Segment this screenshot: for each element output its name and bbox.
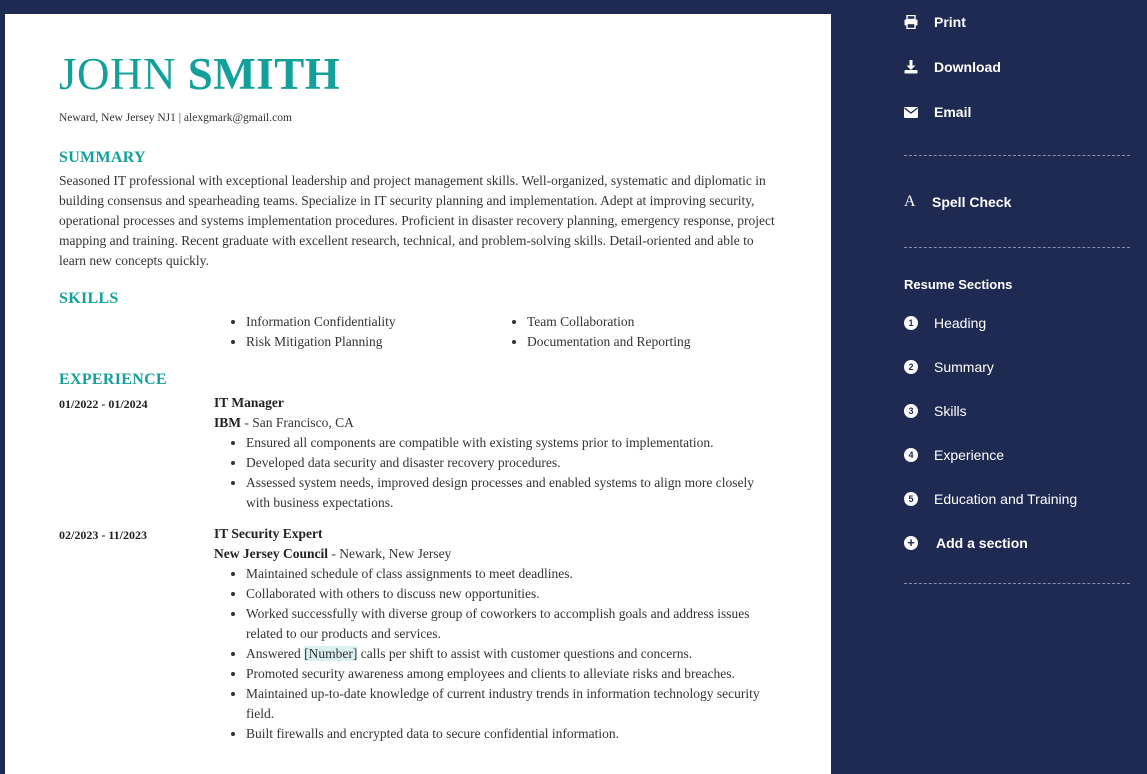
- editor-sidebar: [831, 0, 1147, 758]
- resume-page: [5, 14, 831, 774]
- skill-item: • Team Collaboration: [527, 312, 690, 332]
- spell-check-label: Spell Check: [932, 194, 1012, 210]
- skills-heading: SKILLS: [59, 290, 119, 307]
- last-name: SMITH: [187, 49, 341, 99]
- section-number-badge: 4: [904, 448, 918, 462]
- email-icon: [904, 107, 934, 118]
- job-dates: 02/2023 - 11/2023: [59, 528, 148, 542]
- resume-name[interactable]: [59, 49, 341, 99]
- job-title: IT Manager: [214, 395, 284, 410]
- contact-info[interactable]: Neward, New Jersey NJ1 | alexgmark@gmail.com: [59, 112, 292, 124]
- print-icon: [904, 15, 934, 29]
- divider: [904, 155, 1130, 156]
- job-entry[interactable]: [214, 393, 779, 513]
- skill-item: • Information Confidentiality: [246, 312, 396, 332]
- section-item-summary[interactable]: [904, 359, 994, 375]
- print-button[interactable]: [904, 14, 966, 30]
- divider: [904, 583, 1130, 584]
- job-company: New Jersey Council: [214, 546, 328, 561]
- spell-check-button[interactable]: [904, 193, 1011, 211]
- job-location: - San Francisco, CA: [241, 415, 354, 430]
- section-item-education[interactable]: [904, 491, 1077, 507]
- section-number-badge: 2: [904, 360, 918, 374]
- section-label: Summary: [934, 359, 994, 375]
- answered-post: calls per shift to assist with customer questions and concerns.: [357, 646, 693, 661]
- job-title: IT Security Expert: [214, 526, 323, 541]
- job-bullet: [246, 644, 779, 664]
- job-bullet: • Maintained up-to-date knowledge of current industry trends in information technology security field.: [246, 684, 779, 724]
- section-item-skills[interactable]: [904, 403, 967, 419]
- skills-list-left[interactable]: [228, 312, 396, 352]
- download-icon: [904, 60, 934, 74]
- job-location: - Newark, New Jersey: [327, 546, 452, 561]
- resume-sections-title: Resume Sections: [904, 277, 1013, 292]
- job-bullet: • Maintained schedule of class assignments to meet deadlines.: [246, 564, 779, 584]
- job-bullets: [214, 433, 779, 513]
- number-placeholder[interactable]: [Number]: [304, 646, 358, 661]
- summary-heading: SUMMARY: [59, 149, 146, 166]
- job-entry[interactable]: [214, 524, 779, 744]
- divider: [904, 247, 1130, 248]
- add-section-icon: +: [904, 536, 918, 550]
- section-label: Experience: [934, 447, 1005, 463]
- section-label: Education and Training: [934, 491, 1078, 507]
- job-bullet: • Assessed system needs, improved design processes and enabled systems to align more closely with business expectations.: [246, 473, 779, 513]
- section-item-heading[interactable]: [904, 315, 986, 331]
- download-label: Download: [934, 59, 1001, 75]
- experience-heading: EXPERIENCE: [59, 371, 167, 388]
- spell-check-icon: A: [904, 193, 916, 210]
- skill-item: • Risk Mitigation Planning: [246, 332, 396, 352]
- first-name: JOHN: [59, 49, 177, 99]
- add-section-label: Add a section: [936, 535, 1028, 551]
- job-bullet: • Developed data security and disaster recovery procedures.: [246, 453, 779, 473]
- job-bullet: • Ensured all components are compatible with existing systems prior to implementation.: [246, 433, 779, 453]
- job-bullet: • Promoted security awareness among employees and clients to alleviate risks and breaches.: [246, 664, 779, 684]
- summary-text[interactable]: Seasoned IT professional with exceptional leadership and project management skills. Well-organized, systematic and diplomatic in building consensus and spearheading teams. Specialize in IT security planning and implementation. Adept at improving security, operational processes and systems implementation procedures. Proficient in disaster recovery planning, emergency response, project mapping and training. Recent graduate with excellent research, technical, and problem-solving skills. Detail-oriented and able to learn new concepts quickly.: [59, 173, 775, 268]
- section-number-badge: 1: [904, 316, 918, 330]
- section-number-badge: 5: [904, 492, 918, 506]
- email-label: Email: [934, 104, 972, 120]
- answered-pre: Answered: [246, 646, 305, 661]
- print-label: Print: [934, 14, 966, 30]
- add-section-button[interactable]: [904, 535, 1028, 551]
- job-bullets: [214, 564, 779, 744]
- section-number-badge: 3: [904, 404, 918, 418]
- job-bullet: • Built firewalls and encrypted data to secure confidential information.: [246, 724, 779, 744]
- skills-list-right[interactable]: [509, 312, 690, 352]
- section-item-experience[interactable]: [904, 447, 1004, 463]
- job-bullet: • Collaborated with others to discuss new opportunities.: [246, 584, 779, 604]
- section-label: Skills: [934, 403, 967, 419]
- job-dates: 01/2022 - 01/2024: [59, 397, 148, 411]
- email-button[interactable]: [904, 104, 971, 120]
- job-company: IBM: [214, 415, 241, 430]
- job-company-line: [214, 413, 779, 433]
- section-label: Heading: [934, 315, 987, 331]
- job-bullet: • Worked successfully with diverse group of coworkers to accomplish goals and address issues related to our products and services.: [246, 604, 779, 644]
- job-company-line: [214, 544, 779, 564]
- download-button[interactable]: [904, 59, 1001, 75]
- skill-item: • Documentation and Reporting: [527, 332, 690, 352]
